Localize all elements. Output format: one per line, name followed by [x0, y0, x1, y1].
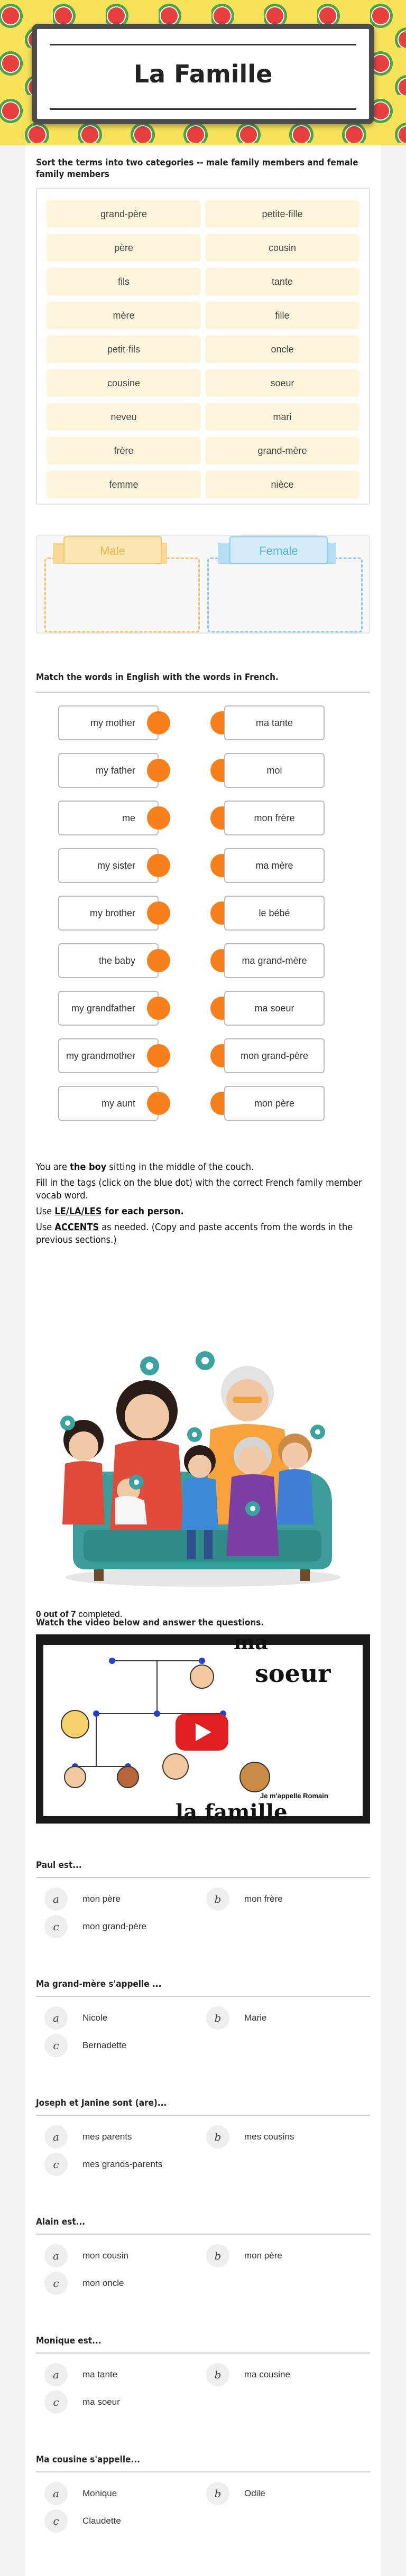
sort-term-card[interactable]: cousine [47, 369, 201, 397]
answer-option[interactable] [44, 2125, 182, 2149]
answer-option[interactable] [44, 1915, 182, 1938]
answer-option[interactable] [44, 2482, 182, 2505]
answer-option[interactable] [206, 2006, 344, 2030]
option-letter-badge: c [44, 2391, 68, 2414]
answer-option[interactable] [44, 2006, 182, 2030]
sort-term-card[interactable]: fils [47, 268, 201, 295]
question-prompt: Joseph et Janine sont (are)... [36, 2098, 167, 2108]
option-letter-badge: c [44, 2509, 68, 2533]
match-french-word[interactable]: mon père [224, 1086, 325, 1121]
answer-option[interactable] [44, 2391, 182, 2414]
option-letter-badge: c [44, 2272, 68, 2295]
option-letter-badge: b [206, 2363, 229, 2386]
sort-term-card[interactable]: grand-père [47, 200, 201, 228]
question-divider [36, 2471, 370, 2472]
video-thumbnail [43, 1630, 363, 1825]
sort-term-card[interactable]: nièce [205, 471, 359, 498]
answer-option[interactable] [206, 1887, 344, 1911]
answer-option[interactable] [44, 2272, 182, 2295]
video-overlay-ma: ma [234, 1630, 268, 1654]
match-connector-dot-left[interactable] [147, 759, 170, 782]
sort-term-card[interactable]: femme [47, 471, 201, 498]
answer-option[interactable] [44, 2034, 182, 2057]
sort-instruction: Sort the terms into two categories -- male family members and female family members [36, 157, 358, 180]
youtube-play-button[interactable] [176, 1714, 228, 1751]
question-divider [36, 1877, 370, 1878]
sort-term-card[interactable]: petit-fils [47, 336, 201, 363]
video-overlay-title: la famille [176, 1800, 288, 1825]
option-label: Odile [244, 2488, 265, 2498]
option-letter-badge: b [206, 2482, 229, 2505]
match-french-word[interactable]: ma grand-mère [224, 943, 325, 978]
match-english-word[interactable]: my mother [58, 705, 159, 740]
sort-term-card[interactable]: neveu [47, 403, 201, 431]
category-male-dropzone[interactable] [44, 557, 200, 633]
option-letter-badge: b [206, 1887, 229, 1911]
answer-option[interactable] [206, 2363, 344, 2386]
answer-option[interactable] [206, 2125, 344, 2149]
option-label: mon père [244, 2250, 282, 2261]
option-letter-badge: b [206, 2125, 229, 2149]
sort-term-card[interactable]: oncle [205, 336, 359, 363]
answer-option[interactable] [44, 2509, 182, 2533]
video-overlay-caption: Je m'appelle Romain [260, 1792, 328, 1800]
match-french-word[interactable]: le bébé [224, 896, 325, 931]
match-instruction: Match the words in English with the words in French. [36, 672, 279, 683]
match-english-word[interactable]: me [58, 801, 159, 835]
match-connector-dot-left[interactable] [147, 901, 170, 925]
question-divider [36, 2352, 370, 2354]
video-player[interactable] [36, 1630, 370, 1825]
family-illustration [36, 1281, 370, 1598]
tag-instruction-4: Use ACCENTS as needed. (Copy and paste accents from the words in the previous sections.) [36, 1222, 353, 1245]
question-prompt: Monique est... [36, 2336, 102, 2346]
match-english-word[interactable]: my brother [58, 896, 159, 931]
sort-term-card[interactable]: mère [47, 302, 201, 329]
family-couch-image [36, 1281, 370, 1598]
match-english-word[interactable]: my grandfather [58, 991, 159, 1026]
option-letter-badge: a [44, 2363, 68, 2386]
option-label: mon cousin [82, 2250, 128, 2261]
match-connector-dot-left[interactable] [147, 854, 170, 877]
tag-instruction-3: Use LE/LA/LES for each person. [36, 1206, 184, 1217]
worksheet-content [25, 145, 381, 2576]
question-prompt: Ma grand-mère s'appelle ... [36, 1979, 162, 1989]
match-french-word[interactable]: mon frère [224, 801, 325, 835]
match-french-word[interactable]: ma tante [224, 705, 325, 740]
match-connector-dot-left[interactable] [147, 1044, 170, 1067]
sort-term-bank [36, 188, 370, 505]
option-label: mon frère [244, 1894, 283, 1904]
sort-term-card[interactable]: tante [205, 268, 359, 295]
match-divider [36, 692, 370, 693]
match-connector-dot-left[interactable] [147, 711, 170, 734]
option-label: mon père [82, 1894, 121, 1904]
completion-status: 0 out of 7 completed. [36, 1609, 123, 1619]
option-letter-badge: b [206, 2244, 229, 2267]
answer-option[interactable] [44, 2363, 182, 2386]
question-prompt: Alain est... [36, 2217, 86, 2227]
title-rule-bottom [50, 108, 356, 110]
option-letter-badge: a [44, 2482, 68, 2505]
option-label: Nicole [82, 2013, 108, 2023]
match-english-word[interactable]: my grandmother [58, 1038, 159, 1073]
option-letter-badge: a [44, 1887, 68, 1911]
tag-instruction-2: Fill in the tags (click on the blue dot) with the correct French family member vocab word. [36, 1177, 362, 1201]
question-divider [36, 1996, 370, 1997]
video-overlay-soeur: soeur [255, 1659, 331, 1688]
option-letter-badge: a [44, 2125, 68, 2149]
sort-term-card[interactable]: soeur [205, 369, 359, 397]
category-area [36, 535, 370, 634]
category-male-label: Male [63, 536, 162, 564]
option-letter-badge: c [44, 2034, 68, 2057]
sort-term-card[interactable]: mari [205, 403, 359, 431]
question-prompt: Ma cousine s'appelle... [36, 2454, 140, 2465]
question-divider [36, 2115, 370, 2116]
option-letter-badge: c [44, 2153, 68, 2176]
question-divider [36, 2234, 370, 2235]
match-french-word[interactable]: ma mère [224, 848, 325, 883]
match-english-word[interactable]: the baby [58, 943, 159, 978]
question-prompt: Paul est... [36, 1860, 82, 1871]
category-female-label: Female [229, 536, 328, 564]
option-label: ma tante [82, 2369, 118, 2379]
answer-option[interactable] [44, 2244, 182, 2267]
option-letter-badge: c [44, 1915, 68, 1938]
answer-option[interactable] [206, 2482, 344, 2505]
answer-option[interactable] [206, 2244, 344, 2267]
sort-term-card[interactable]: cousin [205, 234, 359, 262]
option-label: Monique [82, 2488, 117, 2498]
match-french-word[interactable]: moi [224, 753, 325, 788]
option-label: mon oncle [82, 2278, 124, 2288]
option-label: ma cousine [244, 2369, 290, 2379]
answer-option[interactable] [44, 1887, 182, 1911]
option-label: mes grands-parents [82, 2159, 163, 2169]
answer-option[interactable] [44, 2153, 182, 2176]
option-letter-badge: a [44, 2244, 68, 2267]
option-label: ma soeur [82, 2397, 120, 2407]
match-french-word[interactable]: ma soeur [224, 991, 325, 1026]
match-connector-dot-left[interactable] [147, 997, 170, 1020]
category-female-dropzone[interactable] [207, 557, 363, 633]
sort-term-card[interactable]: frère [47, 437, 201, 464]
option-label: Marie [244, 2013, 267, 2023]
match-english-word[interactable]: my father [58, 753, 159, 788]
sort-term-card[interactable]: petite-fille [205, 200, 359, 228]
page-title: La Famille [133, 60, 273, 88]
option-label: Bernadette [82, 2040, 127, 2050]
match-french-word[interactable]: mon grand-père [224, 1038, 325, 1073]
option-letter-badge: a [44, 2006, 68, 2030]
match-connector-dot-left[interactable] [147, 806, 170, 830]
sort-term-card[interactable]: père [47, 234, 201, 262]
option-label: Claudette [82, 2516, 121, 2526]
tag-instruction-1: You are the boy sitting in the middle of the couch. [36, 1161, 254, 1173]
option-letter-badge: b [206, 2006, 229, 2030]
option-label: mon grand-père [82, 1921, 146, 1931]
title-rule-top [50, 44, 356, 45]
match-connector-dot-left[interactable] [147, 1092, 170, 1115]
video-instruction: Watch the video below and answer the questions. [36, 1617, 264, 1628]
match-english-word[interactable]: my aunt [58, 1086, 159, 1121]
sort-term-card[interactable]: grand-mère [205, 437, 359, 464]
sort-term-card[interactable]: fille [205, 302, 359, 329]
option-label: mes parents [82, 2132, 132, 2142]
match-connector-dot-left[interactable] [147, 949, 170, 972]
match-english-word[interactable]: my sister [58, 848, 159, 883]
title-card [32, 24, 374, 124]
option-label: mes cousins [244, 2132, 294, 2142]
